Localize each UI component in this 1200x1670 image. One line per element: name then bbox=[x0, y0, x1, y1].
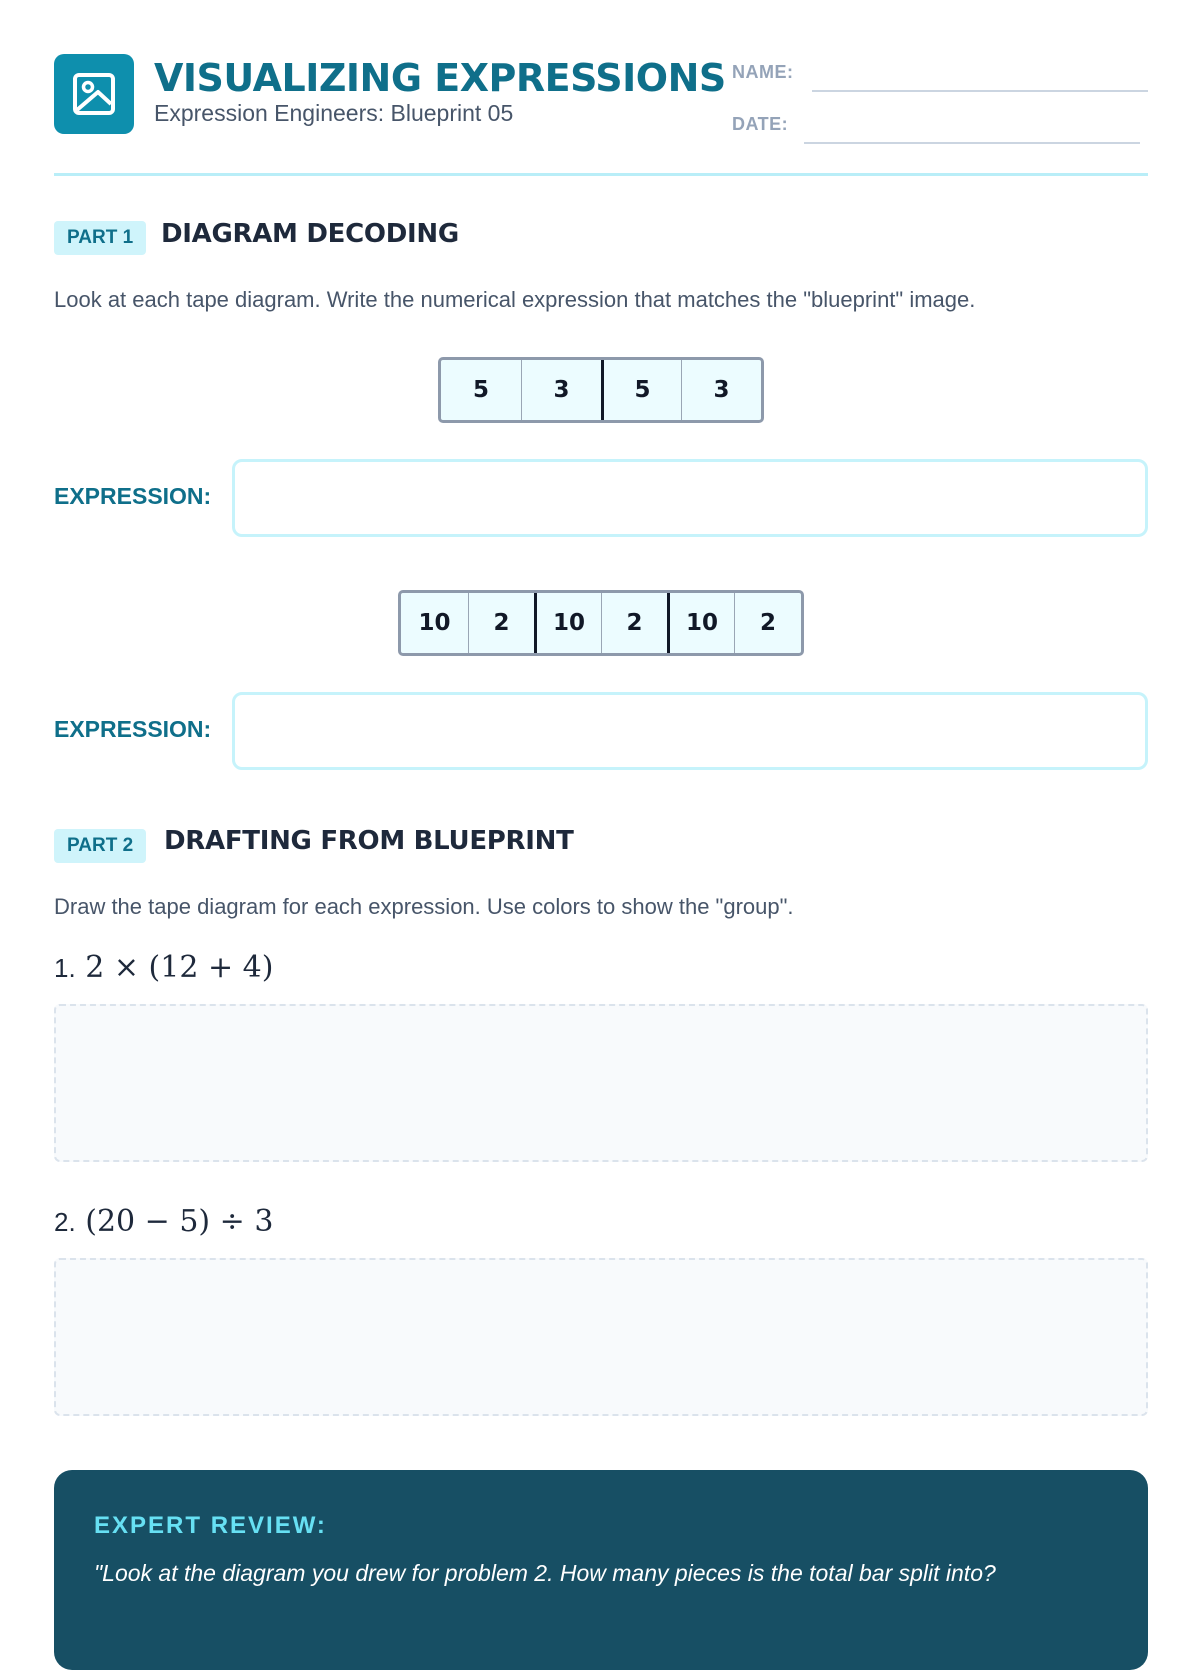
expression-input-1[interactable] bbox=[232, 459, 1148, 537]
part1-title: DIAGRAM DECODING bbox=[161, 219, 459, 249]
expression-label-1: EXPRESSION: bbox=[54, 483, 212, 509]
tape-cell: 3 bbox=[681, 360, 761, 420]
drawing-area-2[interactable] bbox=[54, 1258, 1148, 1416]
tape-cell: 2 bbox=[734, 593, 801, 653]
part2-instructions: Draw the tape diagram for each expression. Use colors to show the "group". bbox=[54, 894, 794, 919]
problem-expression: (20 − 5) ÷ 3 bbox=[85, 1204, 274, 1239]
expression-input-2[interactable] bbox=[232, 692, 1148, 770]
date-label: DATE: bbox=[732, 114, 789, 134]
drawing-area-1[interactable] bbox=[54, 1004, 1148, 1162]
name-field[interactable] bbox=[812, 90, 1148, 92]
page-subtitle: Expression Engineers: Blueprint 05 bbox=[154, 100, 514, 126]
part2-badge: PART 2 bbox=[54, 829, 146, 863]
name-label: NAME: bbox=[732, 62, 794, 82]
page-title: VISUALIZING EXPRESSIONS bbox=[154, 56, 726, 100]
worksheet-page bbox=[54, 0, 1148, 1600]
tape-cell: 5 bbox=[472, 377, 489, 403]
part2-title: DRAFTING FROM BLUEPRINT bbox=[164, 826, 574, 856]
image-icon bbox=[54, 54, 134, 134]
tape-diagram-1 bbox=[438, 357, 764, 423]
expert-review-title: EXPERT REVIEW: bbox=[94, 1512, 327, 1539]
tape-cell: 2 bbox=[468, 593, 534, 653]
header-divider bbox=[54, 173, 1148, 176]
date-field[interactable] bbox=[804, 142, 1140, 144]
tape-cell: 10 bbox=[418, 610, 451, 636]
problem-number: 2. bbox=[54, 1207, 76, 1237]
tape-cell: 10 bbox=[534, 593, 601, 653]
worksheet-header bbox=[54, 54, 1148, 174]
problem-number: 1. bbox=[54, 953, 76, 983]
tape-cell: 5 bbox=[601, 360, 681, 420]
part1-instructions: Look at each tape diagram. Write the numerical expression that matches the "blueprint" image. bbox=[54, 287, 976, 312]
tape-diagram-2 bbox=[398, 590, 804, 656]
part1-badge: PART 1 bbox=[54, 221, 146, 255]
expert-review-panel bbox=[54, 1470, 1148, 1670]
problem-2 bbox=[54, 1204, 273, 1239]
tape-cell: 2 bbox=[601, 593, 667, 653]
problem-expression: 2 × (12 + 4) bbox=[85, 950, 274, 985]
tape-cell: 3 bbox=[521, 360, 601, 420]
expression-label-2: EXPRESSION: bbox=[54, 716, 212, 742]
problem-1 bbox=[54, 950, 273, 985]
tape-cell: 10 bbox=[667, 593, 734, 653]
expert-review-quote: "Look at the diagram you drew for problem 2. How many pieces is the total bar split into? bbox=[94, 1560, 996, 1586]
